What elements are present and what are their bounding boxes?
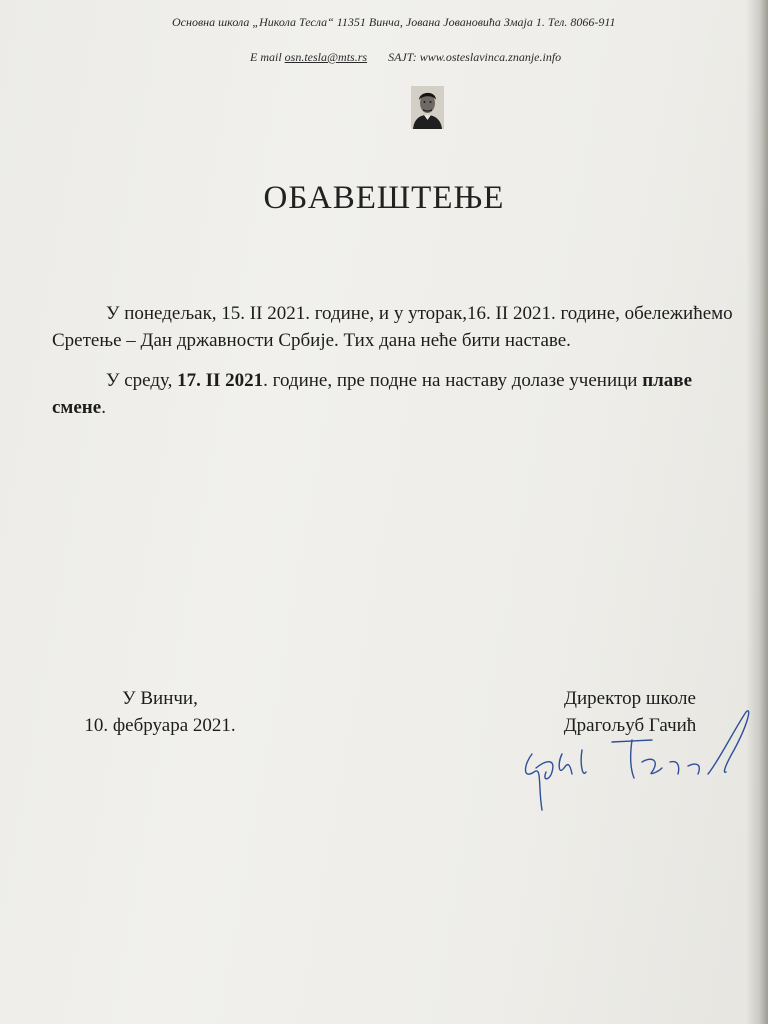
tesla-portrait-image [411,86,444,129]
paragraph-part2: . године, пре подне на наставу долазе ученици [263,370,643,391]
site-address: www.osteslavinca.znanje.info [419,50,562,64]
site-label: SAJT: [388,50,417,64]
place-date-block [60,685,260,739]
page-edge-shadow [746,0,768,1024]
paragraph-part3: . [101,397,106,418]
school-contact-line [250,50,561,65]
paragraph-resume-classes [52,367,742,421]
handwritten-signature [512,702,762,822]
resume-date: 17. II 2021 [177,370,264,391]
document-title: ОБАВЕШТЕЊЕ [263,180,505,216]
paragraph-part1: У среду, [106,370,178,391]
shift-name: плаве смене [52,370,693,418]
signatory-name: Драгољуб Гачић [563,715,697,736]
paragraph-holiday-text: У понедељак, 15. II 2021. године, и у уторак,16. II 2021. године, обележићемо Сретење – Дан државности Србије. Тих дана неће бити наставе. [52,303,733,351]
place-text: У Винчи, [122,688,198,709]
paragraph-holiday [52,300,742,354]
email-label: E mail [250,50,282,64]
date-text: 10. фебруара 2021. [84,715,236,736]
signatory-title: Директор школе [564,688,696,709]
school-address-line: Основна школа „Никола Тесла“ 11351 Винча, Јована Јовановића Змаја 1. Тел. 8066-911 [172,15,616,29]
email-address: osn.tesla@mts.rs [284,50,368,64]
